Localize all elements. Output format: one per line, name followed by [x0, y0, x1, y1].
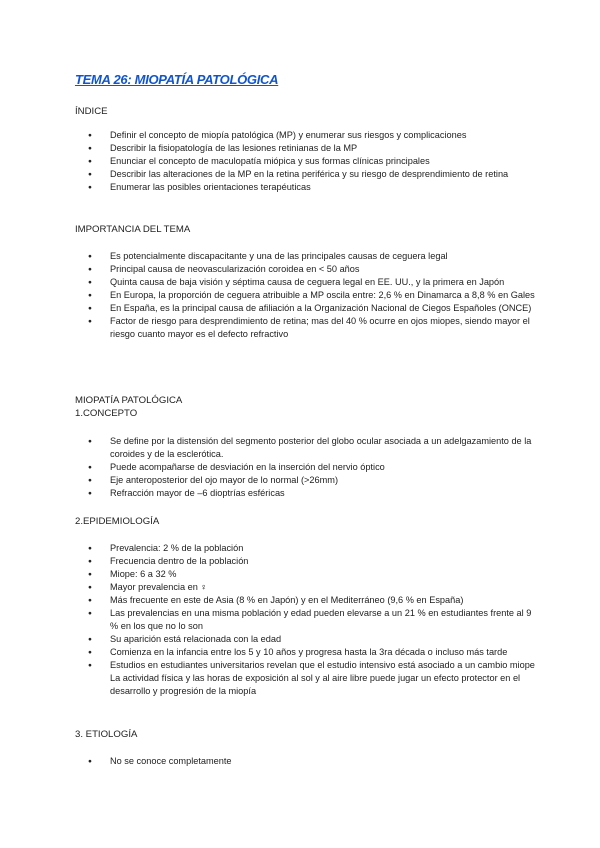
- list-etiologia: [75, 755, 535, 768]
- list-item: ● Refracción mayor de –6 dioptrías esféricas: [75, 487, 535, 500]
- list-item: ● Factor de riesgo para desprendimiento de retina; mas del 40 % ocurre en ojos miopes, siendo mayor el riesgo cuanto mayor es el defecto refractivo: [75, 315, 535, 341]
- list-concepto: [75, 435, 535, 500]
- heading-miopatia: MIOPATÍA PATOLÓGICA: [75, 395, 183, 406]
- list-item: ● Es potencialmente discapacitante y una de las principales causas de ceguera legal: [75, 250, 535, 263]
- list-item: ● Quinta causa de baja visión y séptima causa de ceguera legal en EE. UU., y la primera en Japón: [75, 276, 535, 289]
- heading-importancia: IMPORTANCIA DEL TEMA: [75, 224, 191, 235]
- list-item: ● Describir las alteraciones de la MP en la retina periférica y su riesgo de desprendimiento de retina: [75, 168, 535, 181]
- list-item: ● Su aparición está relacionada con la edad: [75, 633, 535, 646]
- list-item: ● Enunciar el concepto de maculopatía miópica y sus formas clínicas principales: [75, 155, 535, 168]
- heading-indice: ÍNDICE: [75, 106, 108, 117]
- list-item: ● Se define por la distensión del segmento posterior del globo ocular asociada a un adelgazamiento de la coroides y de la esclerótica.: [75, 435, 535, 461]
- list-importancia: [75, 250, 535, 341]
- list-item: ● Estudios en estudiantes universitarios revelan que el estudio intensivo está asociado a un cambio miope La actividad física y las horas de exposición al sol y al aire libre puede jugar un efecto protector en el desarrollo y progresión de la miopía: [75, 659, 535, 698]
- list-indice: [75, 129, 535, 194]
- heading-epidemiologia: 2.EPIDEMIOLOGÍA: [75, 516, 160, 527]
- list-item: ● Principal causa de neovascularización coroidea en < 50 años: [75, 263, 535, 276]
- list-item: ● Las prevalencias en una misma población y edad pueden elevarse a un 21 % en estudiantes frente al 9 % en los que no lo son: [75, 607, 535, 633]
- list-item: ● Mayor prevalencia en ♀: [75, 581, 535, 594]
- list-item: ● Más frecuente en este de Asia (8 % en Japón) y en el Mediterráneo (9,6 % en España): [75, 594, 535, 607]
- list-item: ● En Europa, la proporción de ceguera atribuible a MP oscila entre: 2,6 % en Dinamarca a 8,8 % en Gales: [75, 289, 535, 302]
- list-item: ● Puede acompañarse de desviación en la inserción del nervio óptico: [75, 461, 535, 474]
- list-item: ● Miope: 6 a 32 %: [75, 568, 535, 581]
- list-item: ● Eje anteroposterior del ojo mayor de lo normal (>26mm): [75, 474, 535, 487]
- heading-etiologia: 3. ETIOLOGÍA: [75, 729, 138, 740]
- heading-concepto: 1.CONCEPTO: [75, 408, 138, 419]
- list-item: ● No se conoce completamente: [75, 755, 535, 768]
- list-item: ● Prevalencia: 2 % de la población: [75, 542, 535, 555]
- list-item: ● Describir la fisiopatología de las lesiones retinianas de la MP: [75, 142, 535, 155]
- list-item: ● Frecuencia dentro de la población: [75, 555, 535, 568]
- document-title: TEMA 26: MIOPATÍA PATOLÓGICA: [75, 72, 279, 87]
- list-epidemiologia: [75, 542, 535, 698]
- list-item: ● En España, es la principal causa de afiliación a la Organización Nacional de Ciegos Españoles (ONCE): [75, 302, 535, 315]
- list-item: ● Enumerar las posibles orientaciones terapéuticas: [75, 181, 535, 194]
- list-item: ● Definir el concepto de miopía patológica (MP) y enumerar sus riesgos y complicaciones: [75, 129, 535, 142]
- list-item: ● Comienza en la infancia entre los 5 y 10 años y progresa hasta la 3ra década o incluso más tarde: [75, 646, 535, 659]
